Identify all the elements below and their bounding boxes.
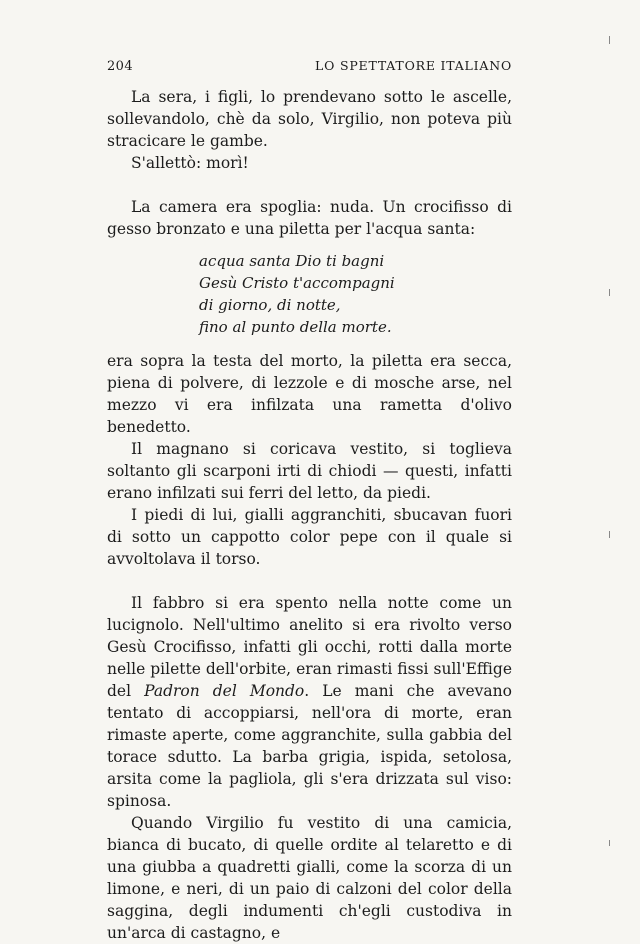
verse-line: di giorno, di notte, [199,296,341,314]
verse-line: fino al punto della morte. [199,318,392,336]
italic-phrase: Padron del Mondo [144,682,305,700]
paragraph-7 [107,592,512,812]
paragraph-3: La camera era spoglia: nuda. Un crocifisso di gesso bronzato e una piletta per l'acqua santa: [107,198,512,238]
paragraph-5: Il magnano si coricava vestito, si toglieva soltanto gli scarponi irti di chiodi — questi, infatti erano infilzati sui ferri del letto, da piedi. [107,440,512,502]
margin-speck [609,289,610,296]
prayer-verse [199,250,512,338]
section-gap [107,570,512,592]
paragraph-8: Quando Virgilio fu vestito di una camicia, bianca di bucato, di quelle ordite al telaretto e di una giubba a quadretti gialli, come la scorza di un limone, e neri, di un paio di calzoni del color della saggina, degli indumenti ch'egli custodiva in un'arca di castagno, e [107,814,512,942]
margin-speck [609,531,610,538]
paragraph-1: La sera, i figli, lo prendevano sotto le ascelle, sollevandolo, chè da solo, Virgilio, non poteva più stracicare le gambe. [107,88,512,150]
running-header [107,58,512,74]
paragraph-7-part-a: Il fabbro si era spento nella notte come un lucignolo. Nell'ultimo anelito si era rivolto verso Gesù Crocifisso, infatti gli occhi, rotti dalla morte nelle pilette dell'orbite, eran rimasti fissi sull'Effige del [107,594,512,700]
paragraph-4: era sopra la testa del morto, la piletta era secca, piena di polvere, di lezzole e di mosche arse, nel mezzo vi era infilzata una rametta d'olivo benedetto. [107,352,512,436]
running-title: LO SPETTATORE ITALIANO [315,58,512,73]
verse-line: Gesù Cristo t'accompagni [199,274,395,292]
paragraph-2: S'allettò: morì! [131,154,249,172]
paragraph-6: I piedi di lui, gialli aggranchiti, sbucavan fuori di sotto un cappotto color pepe con il quale si avvoltolava il torso. [107,506,512,568]
margin-speck [609,840,610,846]
paragraph-7-part-b: . Le mani che avevano tentato di accoppiarsi, nell'ora di morte, eran rimaste aperte, come aggranchite, sulla gabbia del torace sdutto. La barba grigia, ispida, setolosa, arsita come la pagliola, gli s'era drizzata sul viso: spinosa. [107,682,512,810]
page-number: 204 [107,59,134,74]
book-page [107,58,512,944]
margin-speck [609,36,610,44]
verse-line: acqua santa Dio ti bagni [199,252,385,270]
section-gap [107,174,512,196]
body-text [107,86,512,944]
